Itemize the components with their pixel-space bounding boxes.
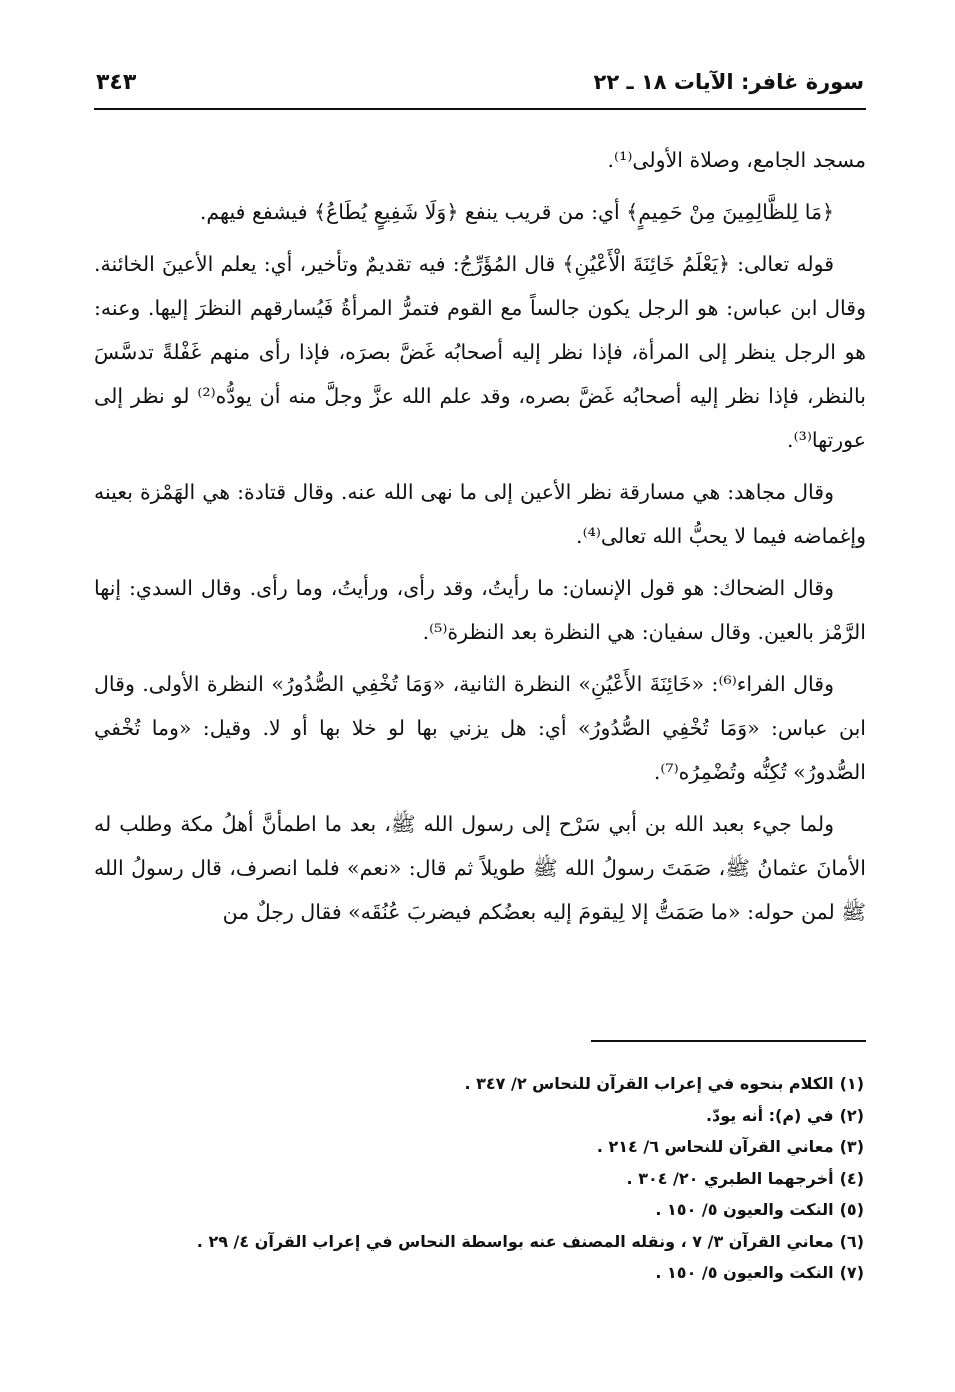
footnote: [94, 1068, 864, 1100]
footnote: [94, 1100, 864, 1132]
running-title: سورة غافر: الآيات ١٨ ـ ٢٢: [593, 70, 864, 94]
footnote: [94, 1226, 864, 1258]
footnote-number: (٢): [839, 1105, 864, 1125]
footnote-text: في (م): أنه يودّ.: [705, 1105, 834, 1125]
footnote-number: (٣): [839, 1137, 864, 1156]
footnote-number: (١): [839, 1074, 864, 1093]
footnote: [94, 1257, 864, 1289]
footnote-number: (٤): [839, 1168, 864, 1188]
footnote-number: (٦): [839, 1231, 864, 1251]
paragraph: مسجد الجامع، وصلاة الأولى⁽¹⁾.: [607, 148, 866, 172]
page-header: [94, 68, 866, 110]
footnote-divider: [591, 1040, 866, 1042]
footnote-text: الكلام بنحوه في إعراب القرآن للنحاس ٢/ ٣٤٧ .: [464, 1074, 834, 1093]
footnote-text: النكت والعيون ٥/ ١٥٠ .: [655, 1263, 834, 1282]
footnote: [94, 1163, 864, 1195]
main-text: [94, 138, 866, 942]
paragraph: وقال مجاهد: هي مسارقة نظر الأعين إلى ما نهى الله عنه. وقال قتادة: هي الهَمْزة بعينه وإغماضه فيما لا يحبُّ الله تعالى⁽⁴⁾.: [94, 480, 866, 548]
paragraph: ولما جيء بعبد الله بن أبي سَرْح إلى رسول الله ﷺ، بعد ما اطمأنَّ أهلُ مكة وطلب له الأمانَ عثمانُ ﷺ، صَمَتَ رسولُ الله ﷺ طويلاً ثم قال: «نعم» فلما انصرف، قال رسولُ الله ﷺ لمن حوله: «ما صَمَتُّ إلا لِيقومَ إليه بعضُكم فيضربَ عُنُقَه» فقال رجلٌ من: [94, 812, 866, 924]
paragraph: وقال الفراء⁽⁶⁾: «خَائِنَةَ الأَعْيُنِ» النظرة الثانية، «وَمَا تُخْفِي الصُّدُورُ» النظرة الأولى. وقال ابن عباس: «وَمَا تُخْفِي الصُّدُورُ» أي: هل يزني بها لو خلا بها أو لا. وقيل: «وما تُخْفي الصُّدورُ» تُكِنُّه وتُضْمِرُه⁽⁷⁾.: [94, 672, 866, 784]
footnote-text: النكت والعيون ٥/ ١٥٠ .: [655, 1200, 834, 1219]
footnote-text: معاني القرآن ٣/ ٧ ، ونقله المصنف عنه بواسطة النحاس في إعراب القرآن ٤/ ٢٩ .: [196, 1231, 834, 1251]
footnotes-list: [94, 1068, 864, 1289]
paragraph: وقال الضحاك: هو قول الإنسان: ما رأيتُ، وقد رأى، ورأيتُ، وما رأى. وقال السدي: إنها الرَّمْز بالعين. وقال سفيان: هي النظرة بعد النظرة⁽⁵⁾.: [94, 576, 866, 644]
footnote-text: معاني القرآن للنحاس ٦/ ٢١٤ .: [596, 1137, 834, 1156]
footnote-number: (٧): [839, 1263, 864, 1282]
paragraph: ﴿مَا لِلظَّالِمِينَ مِنْ حَمِيمٍ﴾ أي: من قريب ينفع ﴿وَلَا شَفِيعٍ يُطَاعُ﴾ فيشفع فيهم.: [199, 200, 834, 224]
page-number: ٣٤٣: [96, 70, 137, 95]
footnote: [94, 1131, 864, 1163]
paragraph: قوله تعالى: ﴿يَعْلَمُ خَائِنَةَ الْأَعْيُنِ﴾ قال المُؤَرِّجُ: فيه تقديمٌ وتأخير، أي: يعلم الأعينَ الخائنة. وقال ابن عباس: هو الرجل يكون جالساً مع القوم فتمرُّ المرأةُ فَيُسارقهم النظرَ إليها. وعنه: هو الرجل ينظر إلى المرأة، فإذا نظر إليه أصحابُه غَضَّ بصرَه، فإذا رأى منهم غَفْلةً تدسَّسَ بالنظر، فإذا نظر إليه أصحابُه غَضَّ بصره، وقد علم الله عزَّ وجلَّ منه أن يودُّه⁽²⁾ لو نظر إلى عورتها⁽³⁾.: [94, 252, 866, 452]
footnote: [94, 1194, 864, 1226]
footnote-text: أخرجهما الطبري ٢٠/ ٣٠٤ .: [626, 1168, 834, 1188]
footnote-number: (٥): [839, 1200, 864, 1219]
